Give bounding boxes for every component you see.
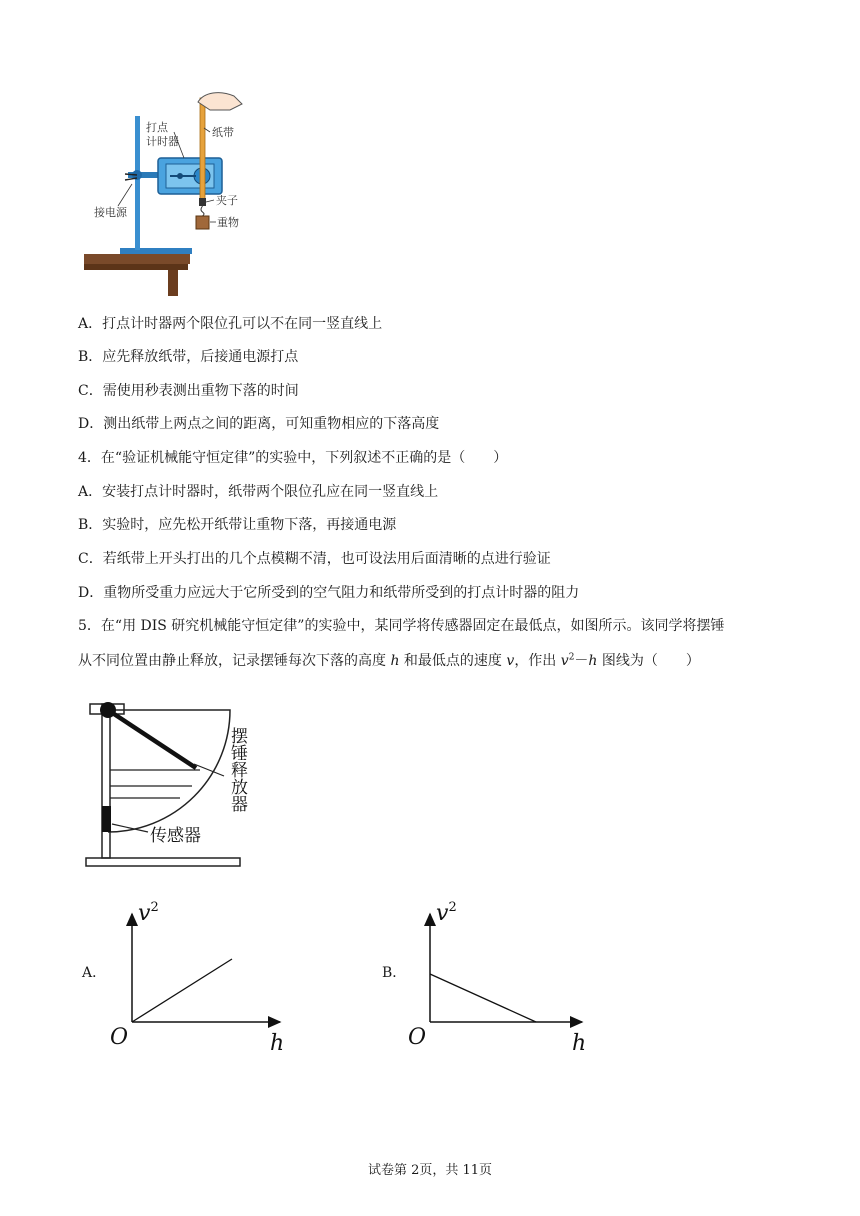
stand-pole [102, 704, 110, 858]
origin-label: O [110, 1025, 129, 1050]
q4-option-d: D．重物所受重力应远大于它所受到的空气阻力和纸带所受到的打点计时器的阻力 [78, 585, 580, 601]
sensor [102, 806, 111, 832]
label-weight: 重物 [217, 216, 239, 229]
y-axis-label: $v^2$ [436, 900, 457, 926]
x-axis-label: h [270, 1031, 285, 1054]
label-clip: 夹子 [216, 194, 238, 207]
y-axis-label: $v^2$ [138, 900, 159, 926]
graph-a [104, 892, 294, 1054]
pivot [100, 702, 116, 718]
weight [196, 216, 209, 229]
stand-base [120, 248, 192, 254]
q3-option-b: B．应先释放纸带，后接通电源打点 [78, 349, 299, 365]
graph-option-b-letter: B． [382, 965, 407, 981]
stand-base [86, 858, 240, 866]
graph-line [132, 959, 232, 1022]
q3-option-a: A．打点计时器两个限位孔可以不在同一竖直线上 [78, 316, 383, 332]
q5-stem-line1: 5．在“用 DIS 研究机械能守恒定律”的实验中，某同学将传感器固定在最低点，如图所示。该同学将摆锤 [78, 618, 725, 634]
table-leg [168, 270, 178, 296]
x-axis-label: h [572, 1031, 587, 1054]
paper-tape [200, 98, 205, 200]
q4-option-b: B．实验时，应先松开纸带让重物下落，再接通电源 [78, 517, 397, 533]
label-timer-line1: 打点 [146, 121, 168, 134]
graph-option-a-letter: A． [82, 965, 107, 981]
q3-option-c: C．需使用秒表测出重物下落的时间 [78, 383, 299, 399]
q5-stem-line2: 从不同位置由静止释放，记录摆锤每次下落的高度 h 和最低点的速度 v，作出 $v^2-h$ 图线为（ ） [78, 652, 700, 669]
page-footer: 试卷第 2页，共 11页 [367, 1163, 493, 1178]
q4-stem: 4．在“验证机械能守恒定律”的实验中，下列叙述不正确的是（ ） [78, 450, 508, 466]
label-power: 接电源 [94, 206, 127, 219]
graph-b [402, 892, 592, 1054]
table-top [84, 254, 190, 264]
label-release: 摆锤释放器 [227, 727, 247, 812]
stand-rod [135, 116, 140, 250]
origin-label: O [408, 1025, 427, 1050]
q4-option-a: A．安装打点计时器时，纸带两个限位孔应在同一竖直线上 [78, 484, 439, 500]
label-sensor: 传感器 [150, 826, 201, 846]
label-timer-line2: 计时器 [146, 135, 179, 148]
q3-option-d: D．测出纸带上两点之间的距离，可知重物相应的下落高度 [78, 416, 440, 432]
label-tape: 纸带 [212, 126, 234, 139]
pendulum-rod [108, 710, 196, 768]
clip [199, 198, 206, 206]
graph-line [430, 974, 536, 1022]
q4-option-c: C．若纸带上开头打出的几个点模糊不清，也可设法用后面清晰的点进行验证 [78, 551, 551, 567]
ticker-timer-figure [80, 88, 260, 300]
